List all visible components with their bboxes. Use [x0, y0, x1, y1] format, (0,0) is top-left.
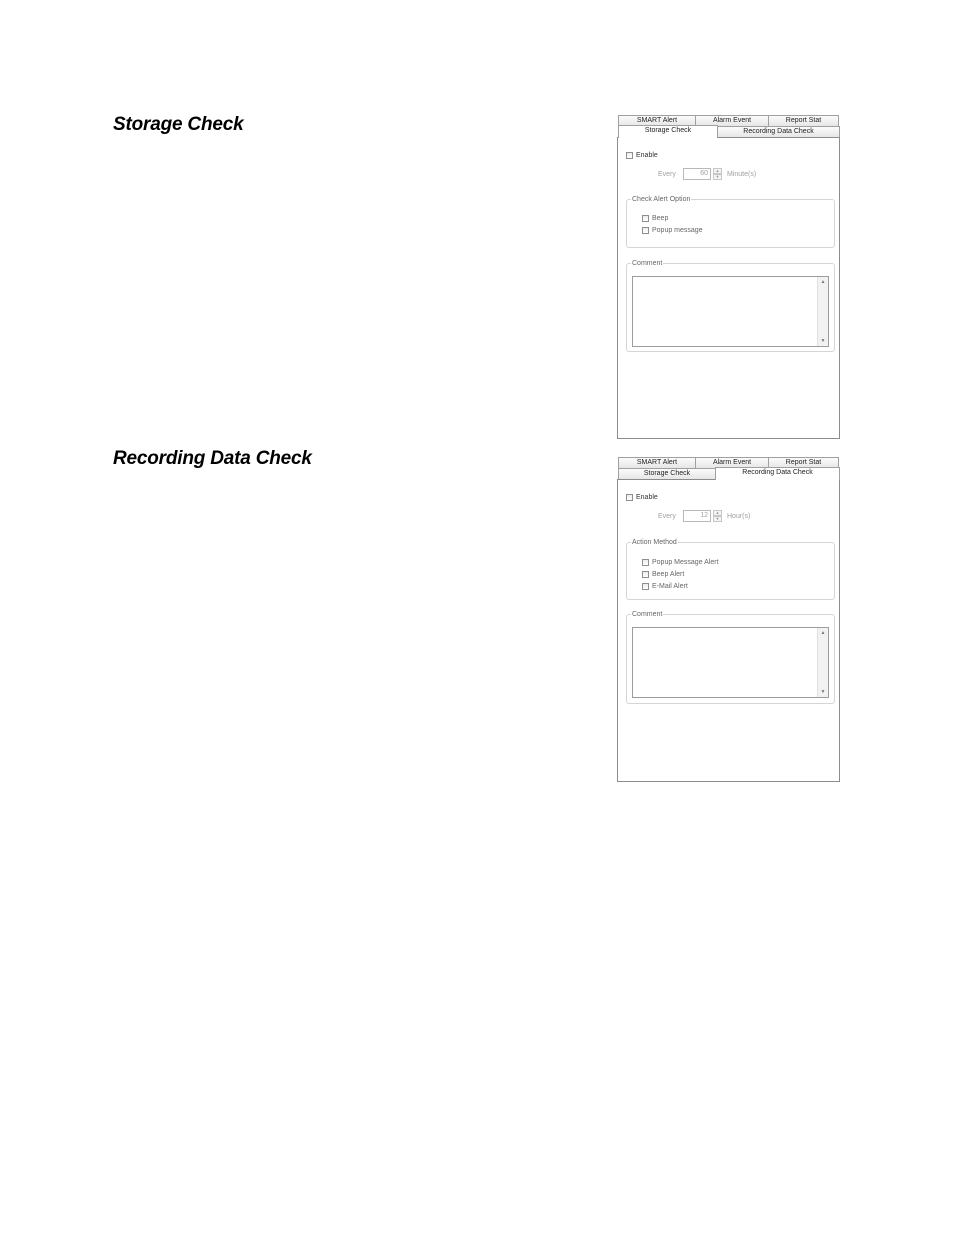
enable-checkbox[interactable] [626, 152, 633, 159]
comment-textarea[interactable] [632, 276, 829, 347]
beep-checkbox[interactable] [642, 215, 649, 222]
popup-message-alert-label: Popup Message Alert [652, 559, 719, 566]
comment-scrollbar[interactable] [817, 277, 828, 346]
tab-recording-data-check[interactable]: Recording Data Check [717, 126, 840, 137]
tab-recording-data-check[interactable]: Recording Data Check [715, 467, 840, 480]
tab-storage-check[interactable]: Storage Check [618, 468, 716, 479]
group-legend: Check Alert Option [632, 196, 691, 203]
enable-checkbox[interactable] [626, 494, 633, 501]
popup-message-label: Popup message [652, 227, 703, 234]
action-method-group [626, 539, 835, 600]
enable-checkbox-row[interactable] [626, 493, 658, 502]
comment-group [626, 611, 835, 704]
beep-alert-checkbox[interactable] [642, 571, 649, 578]
enable-checkbox-row[interactable] [626, 151, 658, 160]
tab-report-stat[interactable]: Report Stat [768, 457, 839, 468]
enable-label: Enable [636, 494, 658, 501]
storage-check-dialog [617, 115, 840, 439]
comment-legend: Comment [632, 611, 663, 618]
tab-content [617, 137, 840, 439]
comment-group [626, 260, 835, 352]
comment-scrollbar[interactable] [817, 628, 828, 697]
comment-legend: Comment [632, 260, 663, 267]
group-legend: Action Method [632, 539, 677, 546]
tab-smart-alert[interactable]: SMART Alert [618, 457, 696, 468]
popup-message-checkbox-row[interactable] [642, 226, 703, 235]
scroll-down-icon[interactable]: ▼ [820, 689, 826, 695]
spin-down-icon[interactable]: ▼ [713, 516, 722, 522]
tab-row-front [618, 126, 839, 137]
beep-alert-checkbox-row[interactable] [642, 570, 684, 579]
recording-data-check-dialog [617, 457, 840, 782]
spin-up-icon[interactable]: ▲ [713, 510, 722, 516]
email-alert-checkbox[interactable] [642, 583, 649, 590]
scroll-up-icon[interactable]: ▲ [820, 630, 826, 636]
every-row [658, 510, 751, 521]
beep-alert-label: Beep Alert [652, 571, 685, 578]
every-minutes-input[interactable]: 60 [683, 168, 711, 180]
recording-data-check-heading: Recording Data Check [113, 448, 312, 469]
every-minutes-stepper[interactable] [713, 168, 722, 180]
tab-row-front [618, 468, 839, 479]
tab-report-stat[interactable]: Report Stat [768, 115, 839, 126]
popup-message-alert-checkbox-row[interactable] [642, 558, 719, 567]
comment-textarea[interactable] [632, 627, 829, 698]
tab-content [617, 479, 840, 782]
every-hours-stepper[interactable] [713, 510, 722, 522]
popup-message-alert-checkbox[interactable] [642, 559, 649, 566]
every-unit-label: Hour(s) [727, 513, 751, 520]
email-alert-checkbox-row[interactable] [642, 582, 688, 591]
spin-up-icon[interactable]: ▲ [713, 168, 722, 174]
email-alert-label: E-Mail Alert [652, 583, 688, 590]
tab-alarm-event[interactable]: Alarm Event [695, 457, 769, 468]
storage-check-heading: Storage Check [113, 114, 244, 135]
tab-smart-alert[interactable]: SMART Alert [618, 115, 696, 126]
enable-label: Enable [636, 152, 658, 159]
check-alert-option-group [626, 196, 835, 248]
scroll-up-icon[interactable]: ▲ [820, 279, 826, 285]
every-unit-label: Minute(s) [727, 171, 757, 178]
tab-alarm-event[interactable]: Alarm Event [695, 115, 769, 126]
beep-label: Beep [652, 215, 669, 222]
beep-checkbox-row[interactable] [642, 214, 668, 223]
every-label: Every [658, 171, 676, 178]
scroll-down-icon[interactable]: ▼ [820, 338, 826, 344]
tab-storage-check[interactable]: Storage Check [618, 125, 718, 138]
every-label: Every [658, 513, 676, 520]
every-hours-input[interactable]: 12 [683, 510, 711, 522]
every-row [658, 168, 757, 179]
popup-message-checkbox[interactable] [642, 227, 649, 234]
spin-down-icon[interactable]: ▼ [713, 174, 722, 180]
